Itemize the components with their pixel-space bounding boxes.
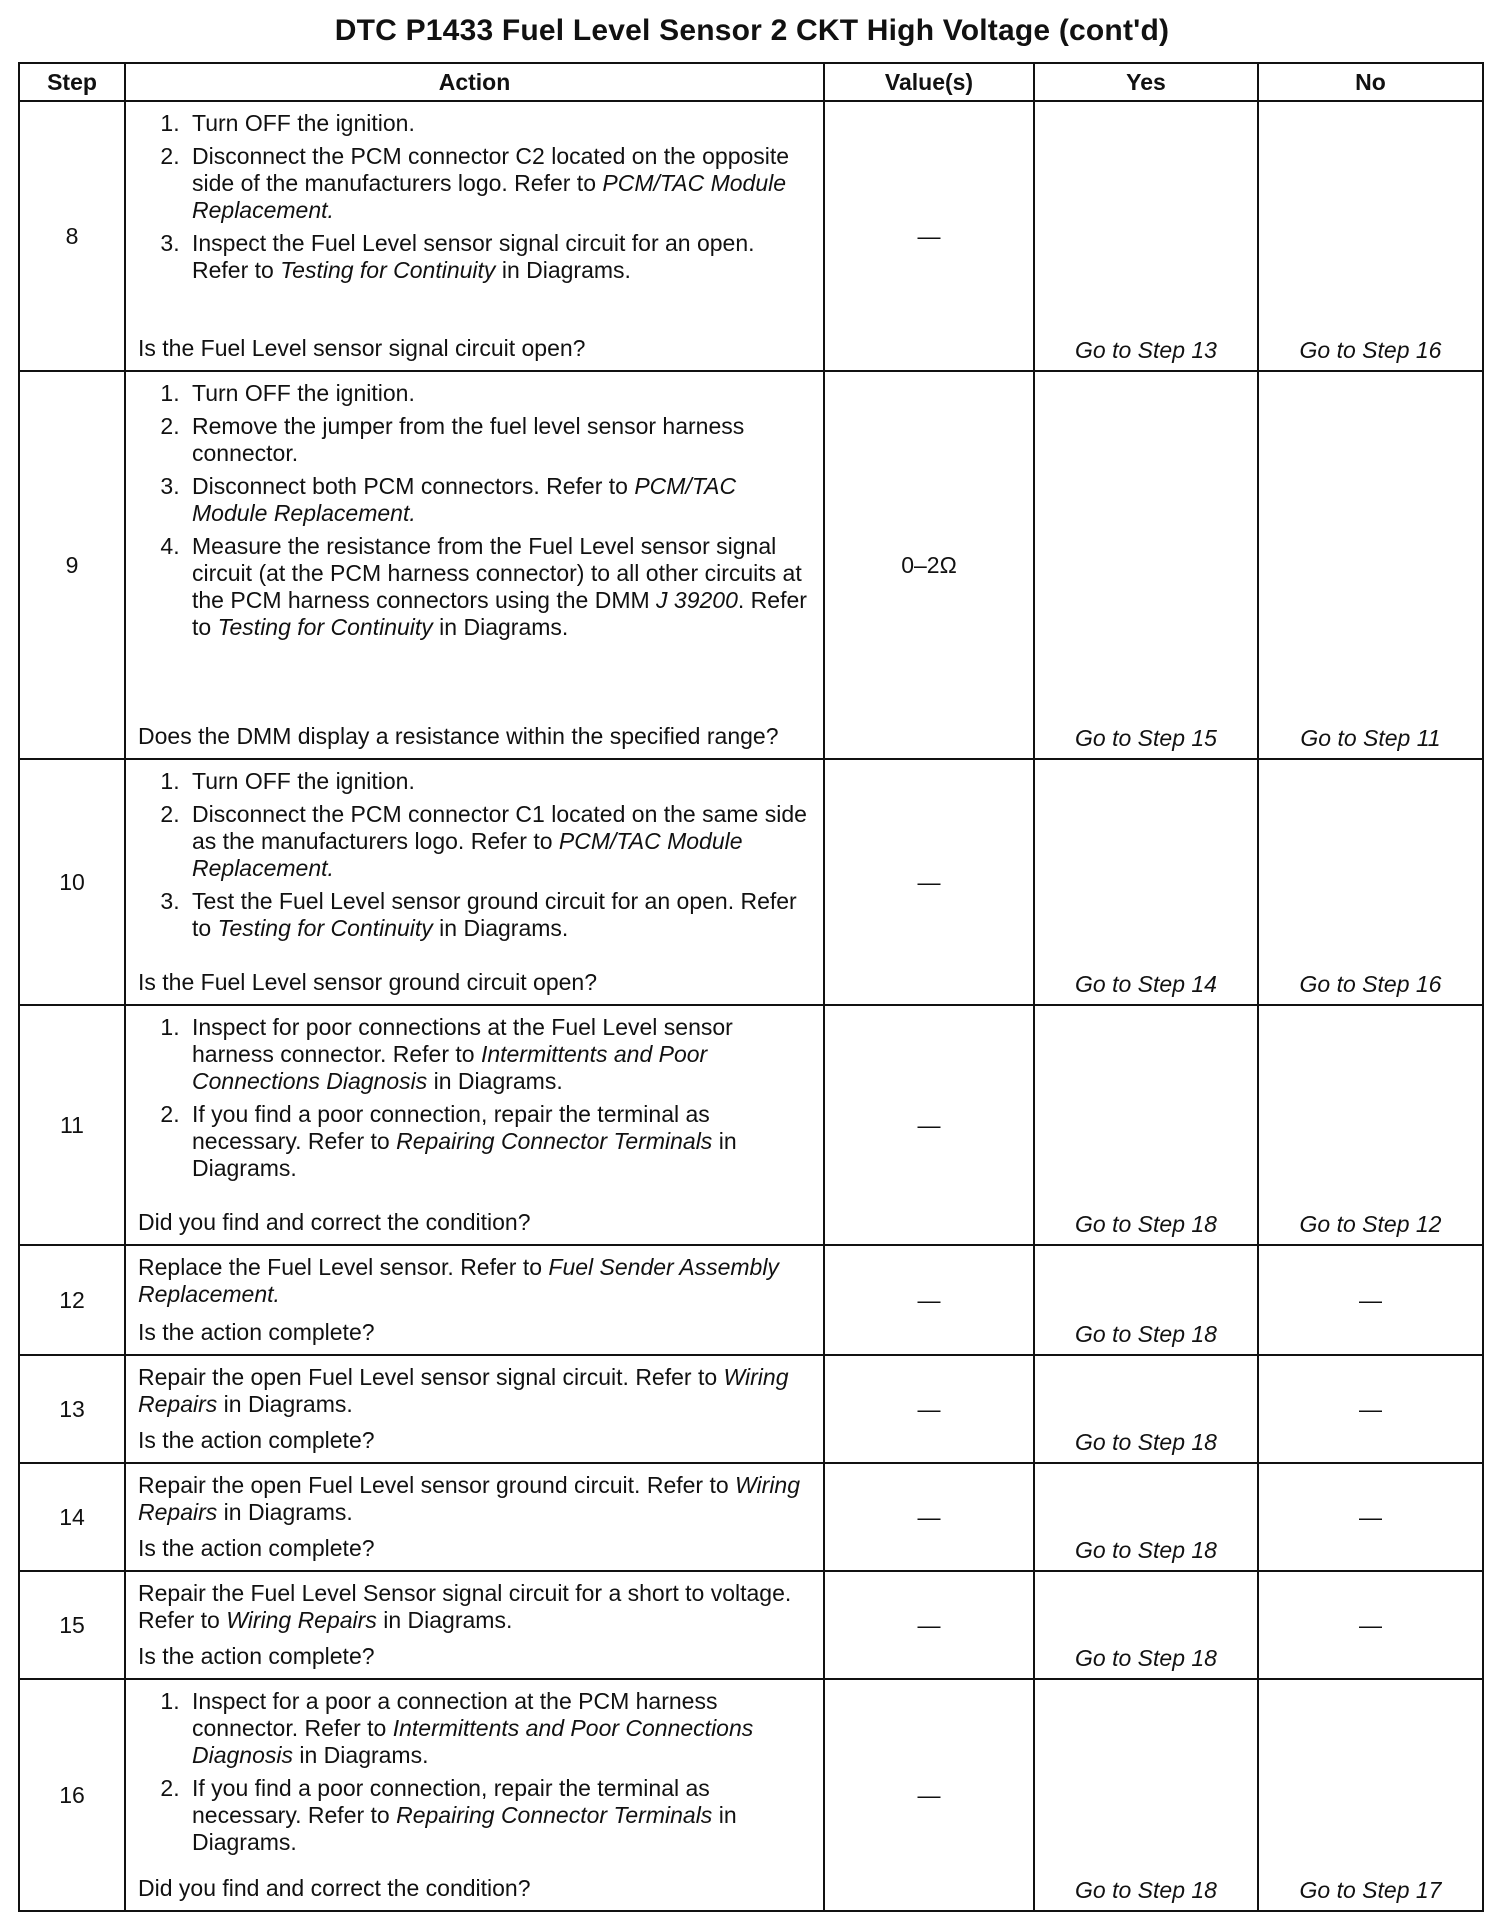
action-step-list bbox=[138, 768, 813, 948]
action-question: Is the action complete? bbox=[138, 1319, 375, 1345]
action-reference: Repairing Connector Terminals bbox=[396, 1802, 713, 1828]
no-result: — bbox=[1258, 1245, 1483, 1355]
action-reference: Wiring Repairs bbox=[138, 1472, 801, 1525]
value-cell: 0–2Ω bbox=[824, 371, 1034, 759]
diagnostic-table bbox=[18, 62, 1484, 1912]
action-reference: Fuel Sender Assembly Replacement. bbox=[138, 1254, 779, 1307]
step-number: 12 bbox=[19, 1245, 125, 1355]
action-step-item bbox=[186, 413, 813, 467]
action-content bbox=[138, 1472, 813, 1562]
action-lead bbox=[138, 1254, 813, 1308]
no-result: Go to Step 16 bbox=[1258, 101, 1483, 371]
no-result: Go to Step 17 bbox=[1258, 1679, 1483, 1911]
action-text: Disconnect both PCM connectors. Refer to bbox=[192, 473, 635, 499]
action-step-item bbox=[186, 888, 813, 942]
header-step: Step bbox=[19, 63, 125, 101]
action-text-suffix: in Diagrams. bbox=[192, 1802, 737, 1855]
action-lead bbox=[138, 1364, 813, 1418]
table-row bbox=[19, 1355, 1483, 1463]
action-text: Turn OFF the ignition. bbox=[192, 768, 415, 794]
action-step-list bbox=[138, 380, 813, 647]
action-step-item bbox=[186, 533, 813, 641]
step-number: 16 bbox=[19, 1679, 125, 1911]
action-spacer bbox=[138, 1634, 813, 1637]
yes-result: Go to Step 13 bbox=[1034, 101, 1258, 371]
step-number: 8 bbox=[19, 101, 125, 371]
step-number: 9 bbox=[19, 371, 125, 759]
header-action: Action bbox=[125, 63, 824, 101]
action-cell bbox=[125, 1005, 824, 1245]
action-step-item bbox=[186, 1775, 813, 1856]
action-cell bbox=[125, 1679, 824, 1911]
action-text: Inspect for a poor a connection at the PCM harness connector. Refer to bbox=[192, 1688, 718, 1741]
table-body bbox=[19, 101, 1483, 1911]
action-spacer bbox=[138, 290, 813, 329]
action-spacer bbox=[138, 948, 813, 963]
action-cell bbox=[125, 1571, 824, 1679]
action-text: Inspect the Fuel Level sensor signal circuit for an open. Refer to bbox=[192, 230, 755, 283]
action-reference: PCM/TAC Module Replacement. bbox=[192, 170, 787, 223]
action-text: Remove the jumper from the fuel level sensor harness connector. bbox=[192, 413, 745, 466]
action-text-suffix: in Diagrams. bbox=[427, 1068, 563, 1094]
action-reference: PCM/TAC Module Replacement. bbox=[192, 828, 743, 881]
action-step-item bbox=[186, 380, 813, 407]
action-text: Inspect for poor connections at the Fuel Level sensor harness connector. Refer to bbox=[192, 1014, 733, 1067]
action-reference: Testing for Continuity bbox=[217, 614, 433, 640]
header-values: Value(s) bbox=[824, 63, 1034, 101]
action-text: Repair the open Fuel Level sensor ground circuit. Refer to bbox=[138, 1472, 736, 1498]
action-cell bbox=[125, 1245, 824, 1355]
action-text: Repair the Fuel Level Sensor signal circuit for a short to voltage. Refer to bbox=[138, 1580, 792, 1633]
action-content bbox=[138, 1364, 813, 1454]
action-step-item bbox=[186, 768, 813, 795]
value-cell: — bbox=[824, 1005, 1034, 1245]
action-reference: Testing for Continuity bbox=[280, 257, 496, 283]
yes-result: Go to Step 18 bbox=[1034, 1245, 1258, 1355]
action-step-item bbox=[186, 1688, 813, 1769]
action-text-suffix: in Diagrams. bbox=[192, 1128, 737, 1181]
action-cell bbox=[125, 759, 824, 1005]
yes-result: Go to Step 18 bbox=[1034, 1355, 1258, 1463]
action-text: Disconnect the PCM connector C1 located on the same side as the manufacturers logo. Refer to bbox=[192, 801, 807, 854]
action-text: Test the Fuel Level sensor ground circuit for an open. Refer to bbox=[192, 888, 797, 941]
action-cell bbox=[125, 101, 824, 371]
action-text-suffix: . Refer to bbox=[192, 587, 807, 640]
action-text: Measure the resistance from the Fuel Level sensor signal circuit (at the PCM harness connector) to all other circuits at the PCM harness connectors using the DMM bbox=[192, 533, 802, 613]
step-number: 10 bbox=[19, 759, 125, 1005]
document-title: DTC P1433 Fuel Level Sensor 2 CKT High Voltage (cont'd) bbox=[334, 14, 1170, 47]
action-cell bbox=[125, 1355, 824, 1463]
action-question: Is the action complete? bbox=[138, 1643, 375, 1669]
action-cell bbox=[125, 1463, 824, 1571]
action-question: Did you find and correct the condition? bbox=[138, 1875, 531, 1901]
yes-result: Go to Step 14 bbox=[1034, 759, 1258, 1005]
action-text: Disconnect the PCM connector C2 located on the opposite side of the manufacturers logo. Refer to bbox=[192, 143, 790, 196]
table-row bbox=[19, 101, 1483, 371]
action-text-suffix: in Diagrams. bbox=[495, 257, 631, 283]
action-text-suffix: in Diagrams. bbox=[217, 1499, 353, 1525]
value-cell: — bbox=[824, 1355, 1034, 1463]
action-reference: Wiring Repairs bbox=[138, 1364, 789, 1417]
action-lead bbox=[138, 1472, 813, 1526]
action-question: Is the Fuel Level sensor signal circuit open? bbox=[138, 335, 586, 361]
header-no: No bbox=[1258, 63, 1483, 101]
value-cell: — bbox=[824, 101, 1034, 371]
action-step-item bbox=[186, 801, 813, 882]
action-spacer bbox=[138, 647, 813, 717]
action-spacer bbox=[138, 1188, 813, 1203]
action-spacer bbox=[138, 1862, 813, 1869]
step-number: 11 bbox=[19, 1005, 125, 1245]
table-row bbox=[19, 759, 1483, 1005]
action-spacer bbox=[138, 1308, 813, 1313]
action-text-suffix: in Diagrams. bbox=[432, 915, 569, 941]
action-text: If you find a poor connection, repair the terminal as necessary. Refer to bbox=[192, 1775, 710, 1828]
no-result: Go to Step 12 bbox=[1258, 1005, 1483, 1245]
action-question: Is the action complete? bbox=[138, 1427, 375, 1453]
action-reference: Testing for Continuity bbox=[217, 915, 433, 941]
table-row bbox=[19, 1463, 1483, 1571]
action-content bbox=[138, 768, 813, 996]
action-text-suffix: in Diagrams. bbox=[217, 1391, 353, 1417]
action-question: Does the DMM display a resistance within the specified range? bbox=[138, 723, 779, 749]
action-reference: Wiring Repairs bbox=[226, 1607, 377, 1633]
no-result: — bbox=[1258, 1355, 1483, 1463]
yes-result: Go to Step 18 bbox=[1034, 1679, 1258, 1911]
action-step-list bbox=[138, 110, 813, 290]
action-reference: Repairing Connector Terminals bbox=[396, 1128, 713, 1154]
action-reference: Intermittents and Poor Connections Diagnosis bbox=[192, 1715, 754, 1768]
action-text: Turn OFF the ignition. bbox=[192, 110, 415, 136]
no-result: Go to Step 11 bbox=[1258, 371, 1483, 759]
step-number: 13 bbox=[19, 1355, 125, 1463]
table-row bbox=[19, 1005, 1483, 1245]
yes-result: Go to Step 15 bbox=[1034, 371, 1258, 759]
action-question: Did you find and correct the condition? bbox=[138, 1209, 531, 1235]
action-reference: J 39200 bbox=[656, 587, 738, 613]
action-content bbox=[138, 380, 813, 750]
action-text-suffix: in Diagrams. bbox=[293, 1742, 429, 1768]
step-number: 14 bbox=[19, 1463, 125, 1571]
step-number: 15 bbox=[19, 1571, 125, 1679]
no-result: — bbox=[1258, 1571, 1483, 1679]
action-step-item bbox=[186, 473, 813, 527]
table-row bbox=[19, 1571, 1483, 1679]
action-text: If you find a poor connection, repair the terminal as necessary. Refer to bbox=[192, 1101, 710, 1154]
action-text-suffix: in Diagrams. bbox=[376, 1607, 513, 1633]
action-spacer bbox=[138, 1526, 813, 1529]
action-question: Is the action complete? bbox=[138, 1535, 375, 1561]
action-content bbox=[138, 1254, 813, 1346]
value-cell: — bbox=[824, 1245, 1034, 1355]
action-content bbox=[138, 110, 813, 362]
action-step-item bbox=[186, 230, 813, 284]
action-content bbox=[138, 1688, 813, 1902]
header-yes: Yes bbox=[1034, 63, 1258, 101]
table-row bbox=[19, 1245, 1483, 1355]
no-result: — bbox=[1258, 1463, 1483, 1571]
action-step-item bbox=[186, 1101, 813, 1182]
value-cell: — bbox=[824, 759, 1034, 1005]
action-step-item bbox=[186, 110, 813, 137]
action-step-list bbox=[138, 1688, 813, 1862]
action-step-item bbox=[186, 143, 813, 224]
action-reference: Intermittents and Poor Connections Diagnosis bbox=[192, 1041, 708, 1094]
yes-result: Go to Step 18 bbox=[1034, 1005, 1258, 1245]
table-header-row bbox=[19, 63, 1483, 101]
no-result: Go to Step 16 bbox=[1258, 759, 1483, 1005]
action-cell bbox=[125, 371, 824, 759]
action-question: Is the Fuel Level sensor ground circuit open? bbox=[138, 969, 597, 995]
action-spacer bbox=[138, 1418, 813, 1421]
action-content bbox=[138, 1580, 813, 1670]
table-row bbox=[19, 371, 1483, 759]
action-step-list bbox=[138, 1014, 813, 1188]
yes-result: Go to Step 18 bbox=[1034, 1571, 1258, 1679]
action-reference: PCM/TAC Module Replacement. bbox=[192, 473, 737, 526]
value-cell: — bbox=[824, 1463, 1034, 1571]
action-step-item bbox=[186, 1014, 813, 1095]
value-cell: — bbox=[824, 1571, 1034, 1679]
action-lead bbox=[138, 1580, 813, 1634]
action-content bbox=[138, 1014, 813, 1236]
action-text: Repair the open Fuel Level sensor signal circuit. Refer to bbox=[138, 1364, 724, 1390]
action-text: Replace the Fuel Level sensor. Refer to bbox=[138, 1254, 549, 1280]
value-cell: — bbox=[824, 1679, 1034, 1911]
action-text-suffix: in Diagrams. bbox=[432, 614, 569, 640]
yes-result: Go to Step 18 bbox=[1034, 1463, 1258, 1571]
action-text: Turn OFF the ignition. bbox=[192, 380, 415, 406]
table-row bbox=[19, 1679, 1483, 1911]
